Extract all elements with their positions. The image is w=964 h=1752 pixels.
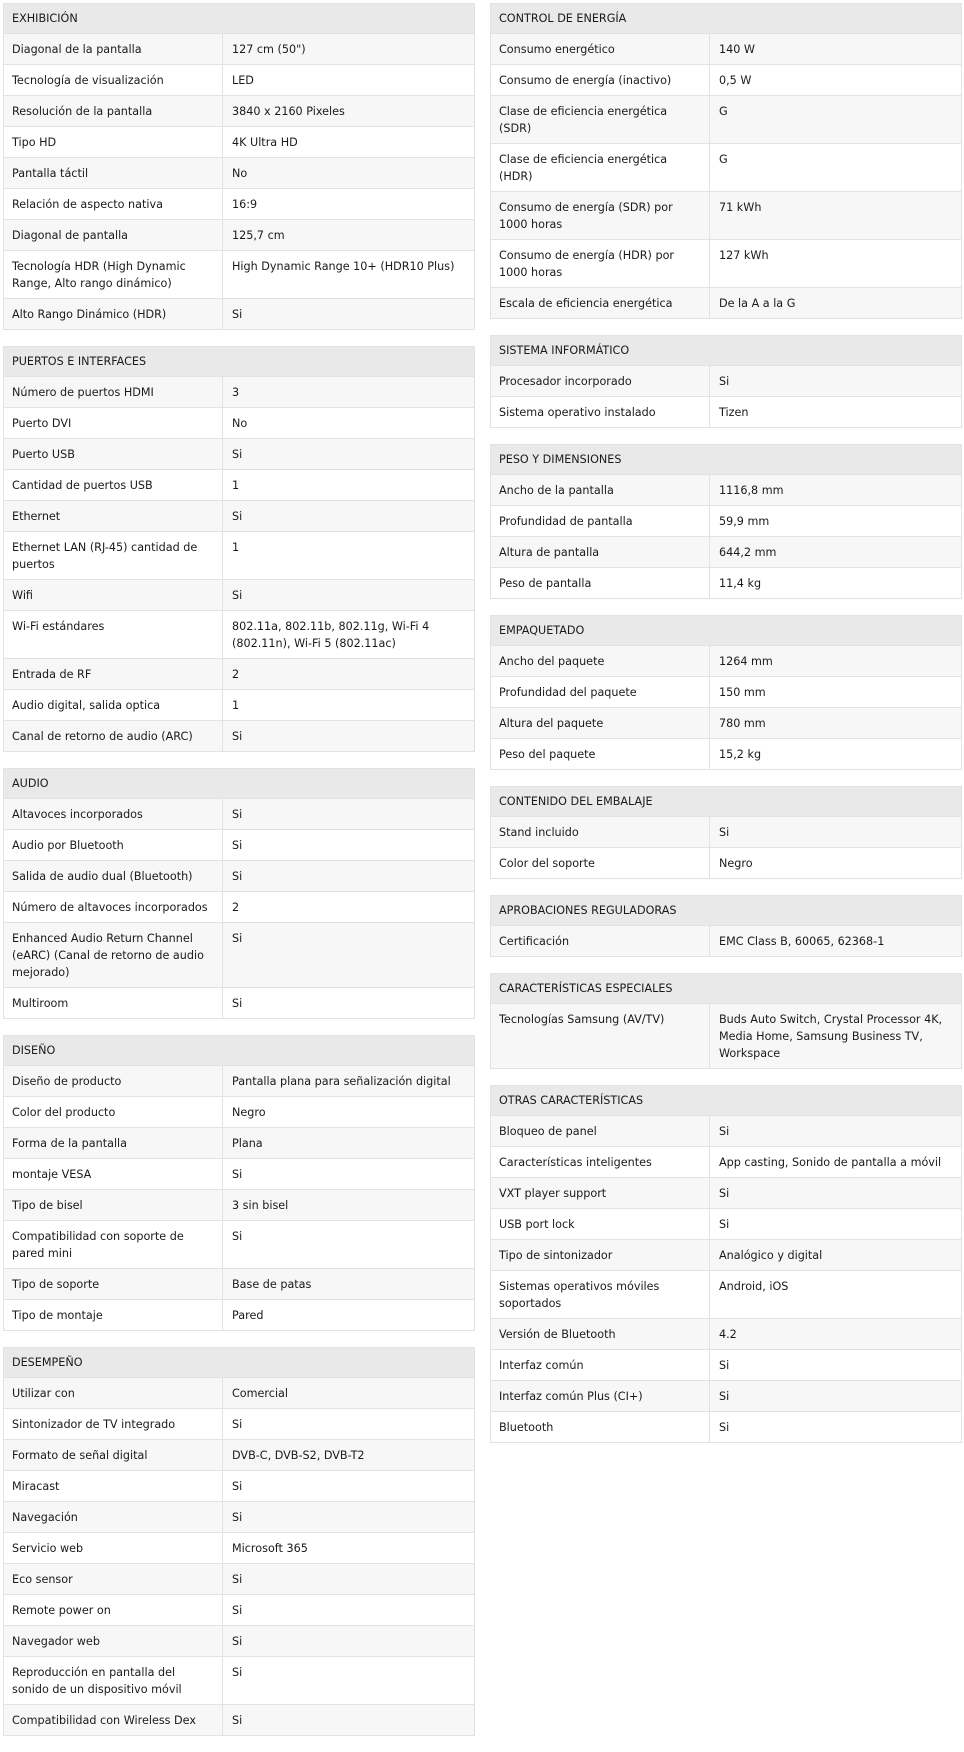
spec-label: Número de puertos HDMI (4, 377, 223, 407)
spec-value: Analógico y digital (719, 1249, 823, 1262)
spec-value: 2 (232, 901, 240, 914)
spec-table (4, 1378, 474, 1736)
spec-table (4, 799, 474, 1019)
spec-value: App casting, Sonido de pantalla a móvil (719, 1156, 942, 1169)
spec-value: 4.2 (719, 1328, 737, 1341)
spec-label: Diagonal de la pantalla (4, 34, 223, 64)
spec-value: Si (232, 870, 243, 883)
spec-value: 644,2 mm (719, 546, 777, 559)
spec-row (4, 1378, 474, 1409)
spec-row (4, 892, 474, 923)
spec-value: Si (719, 375, 730, 388)
spec-section-control-de-energia (490, 3, 962, 319)
spec-label: Peso de pantalla (491, 568, 710, 598)
spec-row (4, 1066, 474, 1097)
section-title: EXHIBICIÓN (4, 4, 474, 34)
spec-value: Buds Auto Switch, Crystal Processor 4K, Media Home, Samsung Business TV, Workspace (719, 1013, 943, 1060)
spec-row (4, 830, 474, 861)
spec-label: Número de altavoces incorporados (4, 892, 223, 922)
spec-label: Clase de eficiencia energética (HDR) (491, 144, 710, 191)
section-title: DESEMPEÑO (4, 1348, 474, 1378)
spec-value: Si (232, 1230, 243, 1243)
spec-row (491, 397, 961, 428)
spec-row (4, 861, 474, 892)
spec-label: Ancho del paquete (491, 646, 710, 676)
spec-value: 1 (232, 699, 240, 712)
spec-value: 1116,8 mm (719, 484, 784, 497)
spec-value: LED (232, 74, 254, 87)
spec-table (491, 1004, 961, 1069)
spec-value: 125,7 cm (232, 229, 285, 242)
spec-label: Remote power on (4, 1595, 223, 1625)
spec-label: Eco sensor (4, 1564, 223, 1594)
spec-label: Alto Rango Dinámico (HDR) (4, 299, 223, 329)
spec-value: 0,5 W (719, 74, 752, 87)
spec-row (4, 1097, 474, 1128)
spec-value: 127 kWh (719, 249, 769, 262)
spec-label: Versión de Bluetooth (491, 1319, 710, 1349)
spec-section-empaquetado (490, 615, 962, 770)
spec-label: Peso del paquete (491, 739, 710, 769)
spec-label: Stand incluido (491, 817, 710, 847)
spec-table (491, 817, 961, 879)
spec-label: Compatibilidad con Wireless Dex (4, 1705, 223, 1735)
spec-value: Si (719, 826, 730, 839)
spec-label: Diagonal de pantalla (4, 220, 223, 250)
spec-label: Tipo de soporte (4, 1269, 223, 1299)
spec-value: Si (232, 1635, 243, 1648)
spec-value: Microsoft 365 (232, 1542, 308, 1555)
section-title: CARACTERÍSTICAS ESPECIALES (491, 974, 961, 1004)
spec-value: 127 cm (50") (232, 43, 306, 56)
spec-label: Pantalla táctil (4, 158, 223, 188)
spec-value: Si (232, 808, 243, 821)
spec-value: DVB-C, DVB-S2, DVB-T2 (232, 1449, 365, 1462)
spec-value: Si (232, 1511, 243, 1524)
spec-value: 1264 mm (719, 655, 773, 668)
spec-row (4, 1221, 474, 1269)
spec-row (4, 1440, 474, 1471)
spec-value: Si (232, 1480, 243, 1493)
spec-table (4, 34, 474, 330)
spec-row (4, 501, 474, 532)
spec-table (4, 377, 474, 752)
spec-row (491, 646, 961, 677)
spec-value: Si (232, 1573, 243, 1586)
spec-row (491, 475, 961, 506)
spec-section-diseno (3, 1035, 475, 1331)
spec-value: Negro (232, 1106, 266, 1119)
spec-row (4, 189, 474, 220)
spec-label: Ethernet LAN (RJ-45) cantidad de puertos (4, 532, 223, 579)
spec-column-left (3, 3, 475, 1752)
spec-row (4, 158, 474, 189)
spec-value: Si (232, 997, 243, 1010)
spec-table (491, 1116, 961, 1443)
spec-row (491, 537, 961, 568)
spec-label: Diseño de producto (4, 1066, 223, 1096)
spec-row (491, 192, 961, 240)
spec-value: Si (232, 1168, 243, 1181)
spec-value: Si (719, 1359, 730, 1372)
spec-row (4, 1533, 474, 1564)
spec-row (4, 1657, 474, 1705)
spec-value: EMC Class B, 60065, 62368-1 (719, 935, 885, 948)
spec-row (4, 721, 474, 752)
spec-label: Resolución de la pantalla (4, 96, 223, 126)
spec-row (491, 1004, 961, 1069)
spec-row (491, 144, 961, 192)
spec-label: Profundidad de pantalla (491, 506, 710, 536)
spec-row (4, 659, 474, 690)
spec-label: Consumo energético (491, 34, 710, 64)
spec-value: Si (232, 1418, 243, 1431)
spec-label: Sistema operativo instalado (491, 397, 710, 427)
spec-row (491, 1178, 961, 1209)
spec-row (491, 677, 961, 708)
spec-label: Puerto USB (4, 439, 223, 469)
spec-table (491, 475, 961, 599)
spec-row (491, 1116, 961, 1147)
spec-value: De la A a la G (719, 297, 796, 310)
spec-value: 3840 x 2160 Pixeles (232, 105, 345, 118)
section-title: CONTENIDO DEL EMBALAJE (491, 787, 961, 817)
spec-value: Si (232, 448, 243, 461)
spec-value: Si (232, 589, 243, 602)
spec-row (491, 1319, 961, 1350)
spec-value: 15,2 kg (719, 748, 762, 761)
spec-label: Enhanced Audio Return Channel (eARC) (Canal de retorno de audio mejorado) (4, 923, 223, 987)
spec-row (4, 251, 474, 299)
spec-row (491, 568, 961, 599)
spec-label: Salida de audio dual (Bluetooth) (4, 861, 223, 891)
spec-row (4, 127, 474, 158)
spec-label: Interfaz común (491, 1350, 710, 1380)
spec-table (491, 926, 961, 957)
section-title: PUERTOS E INTERFACES (4, 347, 474, 377)
spec-row (491, 739, 961, 770)
spec-value: Negro (719, 857, 753, 870)
spec-row (4, 611, 474, 659)
spec-row (4, 439, 474, 470)
section-title: PESO Y DIMENSIONES (491, 445, 961, 475)
spec-label: Características inteligentes (491, 1147, 710, 1177)
spec-value: High Dynamic Range 10+ (HDR10 Plus) (232, 260, 455, 273)
spec-value: 1 (232, 541, 240, 554)
spec-row (4, 1409, 474, 1440)
spec-row (4, 220, 474, 251)
spec-value: 71 kWh (719, 201, 762, 214)
spec-label: Certificación (491, 926, 710, 956)
spec-row (4, 1128, 474, 1159)
spec-value: Si (232, 730, 243, 743)
spec-row (491, 1209, 961, 1240)
spec-row (491, 34, 961, 65)
spec-value: 802.11a, 802.11b, 802.11g, Wi-Fi 4 (802.11n), Wi-Fi 5 (802.11ac) (232, 620, 430, 650)
spec-row (4, 923, 474, 988)
spec-label: Tecnologías Samsung (AV/TV) (491, 1004, 710, 1068)
spec-table (491, 366, 961, 428)
spec-row (4, 470, 474, 501)
spec-value: Base de patas (232, 1278, 312, 1291)
spec-row (4, 1595, 474, 1626)
spec-label: Wi-Fi estándares (4, 611, 223, 658)
spec-value: G (719, 153, 728, 166)
spec-row (4, 532, 474, 580)
spec-value: Si (232, 308, 243, 321)
spec-row (4, 1269, 474, 1300)
spec-row (4, 1626, 474, 1657)
spec-value: 140 W (719, 43, 755, 56)
spec-row (491, 1271, 961, 1319)
spec-value: Plana (232, 1137, 263, 1150)
spec-row (491, 240, 961, 288)
spec-row (4, 1190, 474, 1221)
spec-table (4, 1066, 474, 1331)
spec-section-caracteristicas-especiales (490, 973, 962, 1069)
spec-section-aprobaciones-reguladoras (490, 895, 962, 957)
spec-value: Si (232, 932, 243, 945)
spec-label: Reproducción en pantalla del sonido de un dispositivo móvil (4, 1657, 223, 1704)
spec-row (4, 580, 474, 611)
spec-row (491, 1350, 961, 1381)
spec-label: Utilizar con (4, 1378, 223, 1408)
spec-value: 3 (232, 386, 240, 399)
spec-label: Tecnología de visualización (4, 65, 223, 95)
spec-row (4, 988, 474, 1019)
spec-row (4, 1159, 474, 1190)
spec-row (491, 1240, 961, 1271)
spec-label: Wifi (4, 580, 223, 610)
spec-label: Navegador web (4, 1626, 223, 1656)
spec-value: Si (232, 1714, 243, 1727)
spec-value: G (719, 105, 728, 118)
spec-label: VXT player support (491, 1178, 710, 1208)
spec-value: 1 (232, 479, 240, 492)
spec-label: Altavoces incorporados (4, 799, 223, 829)
spec-value: Android, iOS (719, 1280, 789, 1293)
spec-section-desempeno (3, 1347, 475, 1736)
spec-value: Si (232, 510, 243, 523)
section-title: APROBACIONES REGULADORAS (491, 896, 961, 926)
spec-row (4, 65, 474, 96)
spec-label: Consumo de energía (inactivo) (491, 65, 710, 95)
spec-label: Consumo de energía (HDR) por 1000 horas (491, 240, 710, 287)
spec-row (4, 1705, 474, 1736)
spec-label: Audio digital, salida optica (4, 690, 223, 720)
spec-label: Sintonizador de TV integrado (4, 1409, 223, 1439)
spec-row (4, 1300, 474, 1331)
spec-label: Relación de aspecto nativa (4, 189, 223, 219)
spec-label: Sistemas operativos móviles soportados (491, 1271, 710, 1318)
spec-label: Navegación (4, 1502, 223, 1532)
spec-section-exhibicion (3, 3, 475, 330)
spec-value: Si (719, 1187, 730, 1200)
spec-value: No (232, 167, 248, 180)
spec-row (491, 848, 961, 879)
spec-label: Color del producto (4, 1097, 223, 1127)
spec-label: Canal de retorno de audio (ARC) (4, 721, 223, 751)
spec-value: 2 (232, 668, 240, 681)
spec-label: Ancho de la pantalla (491, 475, 710, 505)
spec-label: Ethernet (4, 501, 223, 531)
spec-value: 3 sin bisel (232, 1199, 289, 1212)
spec-label: Tipo de sintonizador (491, 1240, 710, 1270)
section-title: EMPAQUETADO (491, 616, 961, 646)
spec-section-peso-y-dimensiones (490, 444, 962, 599)
spec-column-right (490, 3, 962, 1459)
spec-value: 4K Ultra HD (232, 136, 298, 149)
spec-row (4, 1502, 474, 1533)
spec-label: Formato de señal digital (4, 1440, 223, 1470)
section-title: OTRAS CARACTERÍSTICAS (491, 1086, 961, 1116)
spec-section-audio (3, 768, 475, 1019)
spec-label: Cantidad de puertos USB (4, 470, 223, 500)
spec-value: Si (232, 1666, 243, 1679)
spec-section-puertos-e-interfaces (3, 346, 475, 752)
spec-section-otras-caracteristicas (490, 1085, 962, 1443)
spec-value: Tizen (719, 406, 749, 419)
spec-label: Procesador incorporado (491, 366, 710, 396)
spec-row (4, 377, 474, 408)
spec-row (491, 65, 961, 96)
spec-row (4, 34, 474, 65)
spec-label: Bluetooth (491, 1412, 710, 1442)
spec-value: Si (719, 1390, 730, 1403)
spec-row (491, 708, 961, 739)
spec-value: Si (232, 839, 243, 852)
spec-label: Tipo HD (4, 127, 223, 157)
spec-value: 11,4 kg (719, 577, 762, 590)
spec-label: Interfaz común Plus (CI+) (491, 1381, 710, 1411)
spec-section-contenido-del-embalaje (490, 786, 962, 879)
spec-value: Si (719, 1218, 730, 1231)
spec-label: Servicio web (4, 1533, 223, 1563)
spec-label: Puerto DVI (4, 408, 223, 438)
spec-row (4, 690, 474, 721)
spec-label: Tecnología HDR (High Dynamic Range, Alto rango dinámico) (4, 251, 223, 298)
spec-row (4, 96, 474, 127)
spec-value: No (232, 417, 248, 430)
spec-label: Color del soporte (491, 848, 710, 878)
spec-row (491, 506, 961, 537)
spec-table (491, 646, 961, 770)
spec-row (491, 366, 961, 397)
spec-value: Si (719, 1421, 730, 1434)
spec-row (491, 1381, 961, 1412)
spec-label: Escala de eficiencia energética (491, 288, 710, 318)
spec-label: Compatibilidad con soporte de pared mini (4, 1221, 223, 1268)
spec-label: Audio por Bluetooth (4, 830, 223, 860)
spec-label: Bloqueo de panel (491, 1116, 710, 1146)
spec-value: Si (719, 1125, 730, 1138)
spec-row (491, 817, 961, 848)
spec-value: 16:9 (232, 198, 258, 211)
spec-row (4, 1564, 474, 1595)
spec-label: Miracast (4, 1471, 223, 1501)
spec-row (491, 926, 961, 957)
spec-value: Pared (232, 1309, 264, 1322)
spec-row (491, 96, 961, 144)
section-title: SISTEMA INFORMÁTICO (491, 336, 961, 366)
spec-label: USB port lock (491, 1209, 710, 1239)
section-title: DISEÑO (4, 1036, 474, 1066)
spec-label: Consumo de energía (SDR) por 1000 horas (491, 192, 710, 239)
spec-value: Pantalla plana para señalización digital (232, 1075, 451, 1088)
spec-row (4, 799, 474, 830)
spec-table (491, 34, 961, 319)
spec-row (4, 299, 474, 330)
spec-label: montaje VESA (4, 1159, 223, 1189)
spec-label: Tipo de bisel (4, 1190, 223, 1220)
spec-value: 780 mm (719, 717, 766, 730)
spec-label: Altura del paquete (491, 708, 710, 738)
spec-row (4, 1471, 474, 1502)
spec-value: 150 mm (719, 686, 766, 699)
section-title: CONTROL DE ENERGÍA (491, 4, 961, 34)
spec-value: Si (232, 1604, 243, 1617)
spec-label: Profundidad del paquete (491, 677, 710, 707)
spec-label: Forma de la pantalla (4, 1128, 223, 1158)
spec-label: Tipo de montaje (4, 1300, 223, 1330)
spec-label: Entrada de RF (4, 659, 223, 689)
spec-row (491, 1147, 961, 1178)
section-title: AUDIO (4, 769, 474, 799)
spec-row (491, 288, 961, 319)
spec-row (4, 408, 474, 439)
spec-label: Altura de pantalla (491, 537, 710, 567)
spec-value: Comercial (232, 1387, 289, 1400)
spec-section-sistema-informatico (490, 335, 962, 428)
spec-value: 59,9 mm (719, 515, 770, 528)
spec-label: Clase de eficiencia energética (SDR) (491, 96, 710, 143)
spec-row (491, 1412, 961, 1443)
spec-label: Multiroom (4, 988, 223, 1018)
